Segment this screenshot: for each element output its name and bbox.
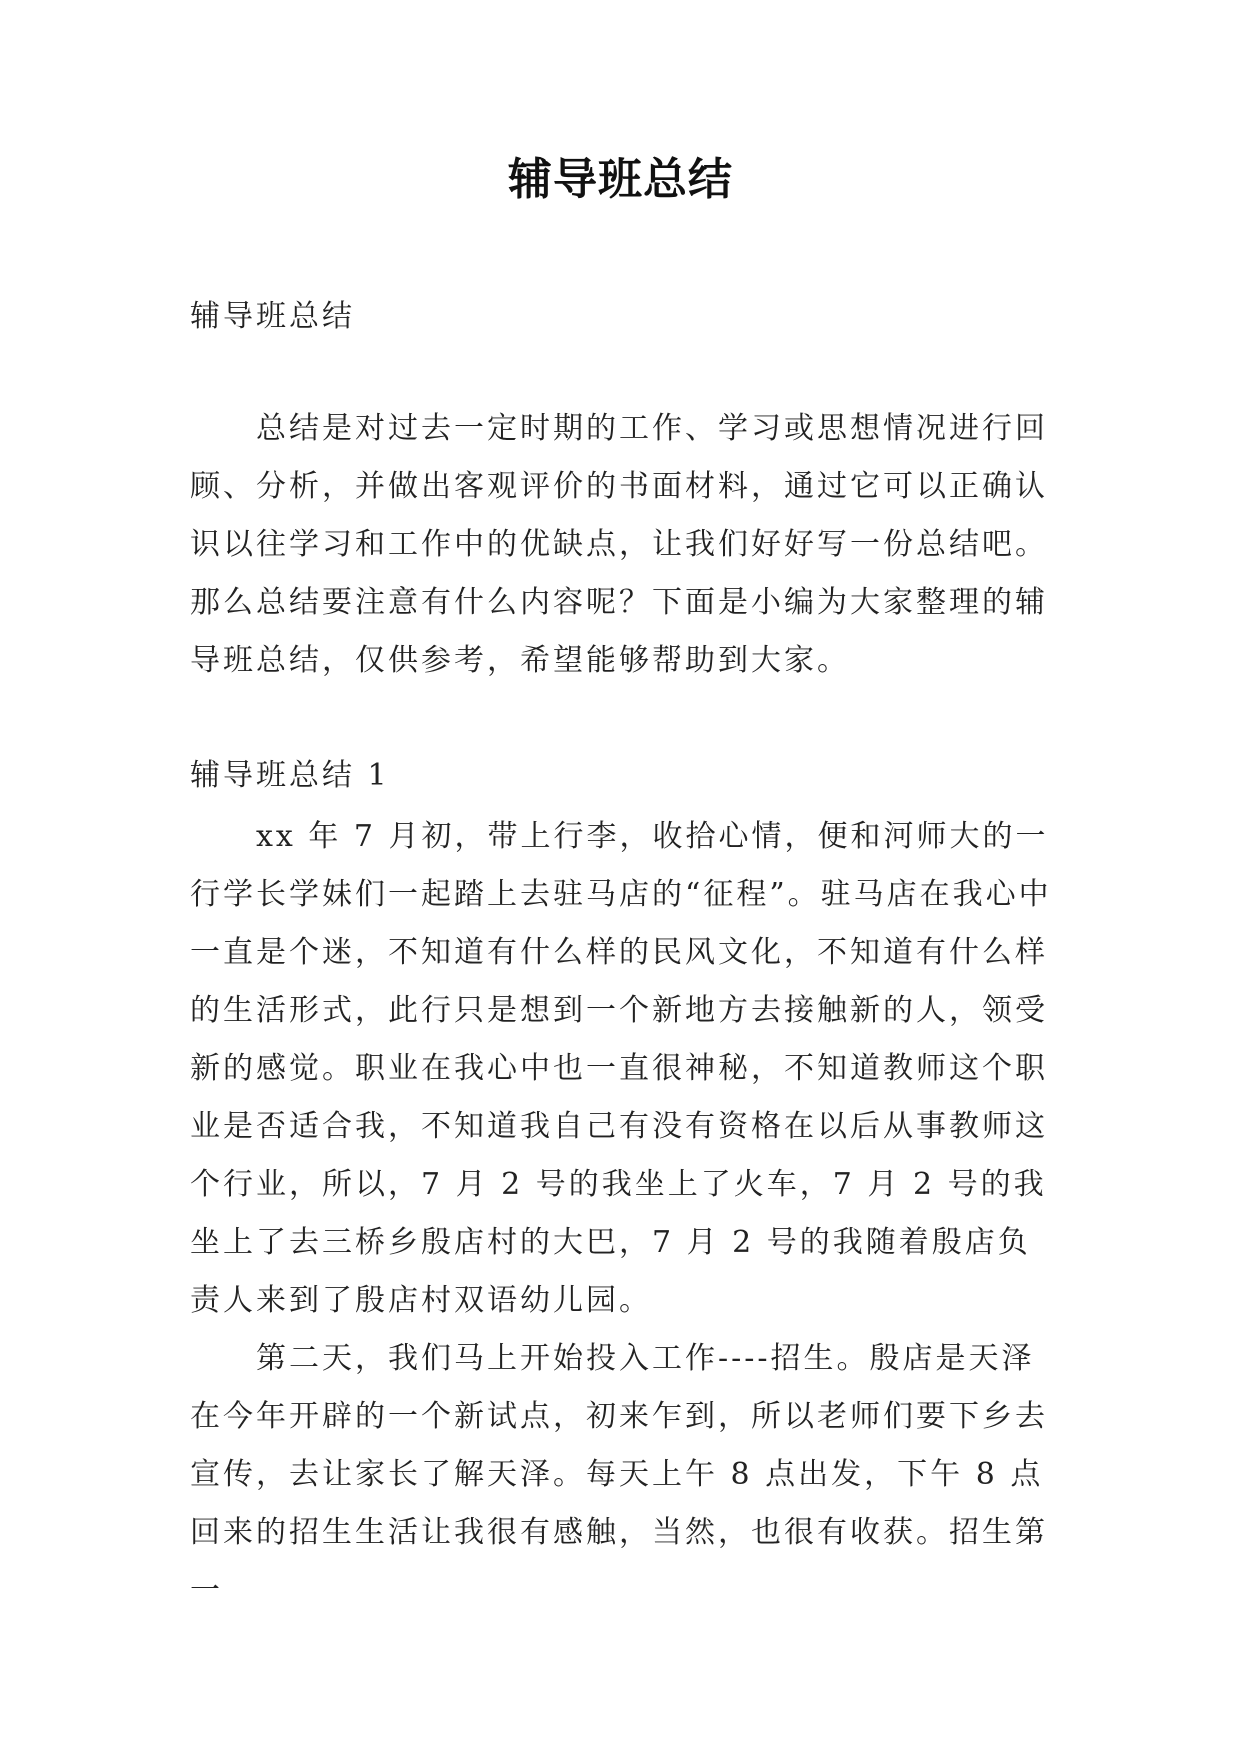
intro-paragraph: 总结是对过去一定时期的工作、学习或思想情况进行回顾、分析，并做出客观评价的书面材料，通过它可以正确认识以往学习和工作中的优缺点，让我们好好写一份总结吧。那么总结要注意有什么内容呢？下面是小编为大家整理的辅导班总结，仅供参考，希望能够帮助到大家。 [190,411,1048,678]
document-subtitle: 辅导班总结 [190,299,355,334]
body-paragraph: xx 年 7 月初，带上行李，收拾心情，便和河师大的一行学长学妹们一起踏上去驻马店的“征程”。驻马店在我心中一直是个迷，不知道有什么样的民风文化，不知道有什么样的生活形式，此行只是想到一个新地方去接触新的人，领受新的感觉。职业在我心中也一直很神秘，不知道教师这个职业是否适合我，不知道我自己有没有资格在以后从事教师这个行业，所以，7 月 2 号的我坐上了火车，7 月 2 号的我坐上了去三桥乡殷店村的大巴，7 月 2 号的我随着殷店负责人来到了殷店村双语幼儿园。 [190,819,1052,1318]
body-paragraph: 第二天，我们马上开始投入工作----招生。殷店是天泽在今年开辟的一个新试点，初来乍到，所以老师们要下乡去宣传，去让家长了解天泽。每天上午 8 点出发，下午 8 点回来的招生生活让我很有感触，当然，也很有收获。招生第一 [190,1341,1048,1608]
section-heading: 辅导班总结 1 [190,758,390,793]
document-title: 辅导班总结 [508,154,733,205]
